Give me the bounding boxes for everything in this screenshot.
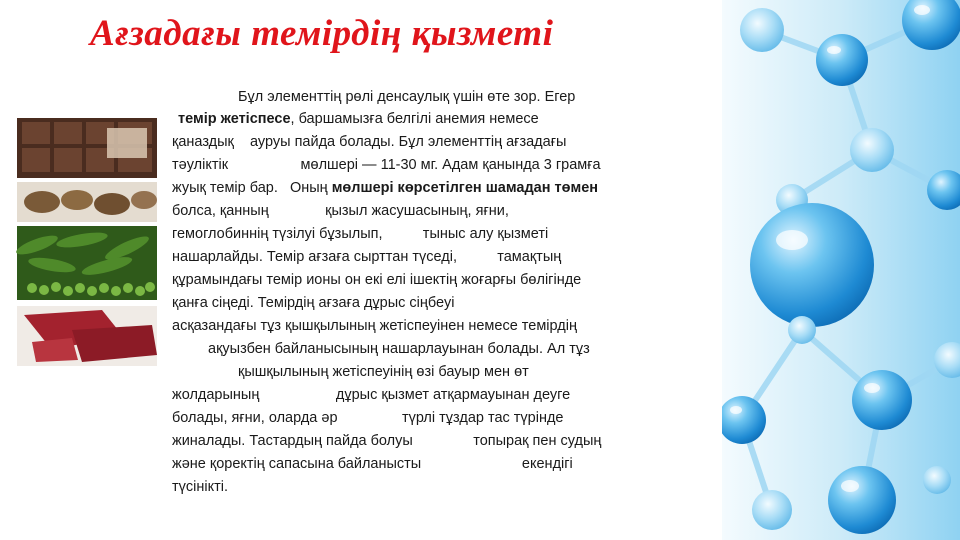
body-line <box>172 133 566 151</box>
body-line <box>172 202 509 220</box>
text-run: болады, яғни, оларда әр түрлі тұздар тас түрінде <box>172 410 564 426</box>
text-run: жолдарының дұрыс қызмет атқармауынан деуге <box>172 387 571 403</box>
body-line <box>172 156 601 174</box>
bold-run: темір жетіспесе <box>178 111 291 127</box>
text-run: Бұл элементтің рөлі денсаулық үшін өте зор. Егер <box>238 89 576 105</box>
body-line <box>172 455 573 473</box>
text-run: болса, қанның қызыл жасушасының, яғни, <box>172 203 509 219</box>
text-run: жиналады. Тастардың пайда болуы топырақ пен судың <box>172 433 602 449</box>
text-run: тәуліктік мөлшері — 11-30 мг. Адам қанында 3 грамға <box>172 157 601 173</box>
text-run: құрамындағы темір ионы он екі елі ішектің жоғарғы бөлігінде <box>172 272 582 288</box>
body-line <box>172 248 561 266</box>
text-run: қаназдық ауруы пайда болады. Бұл элементтің ағзадағы <box>172 134 567 150</box>
body-line <box>178 110 539 128</box>
text-run: , баршамызға белгілі анемия немесе <box>290 111 539 127</box>
text-run: ақуызбен байланысының нашарлауынан болады. Ал тұз <box>208 341 590 357</box>
text-run: қанға сіңеді. Темірдің ағзаға дұрыс сіңбеуі <box>172 295 455 311</box>
body-line <box>172 271 581 289</box>
body-line <box>172 409 564 427</box>
body-line <box>238 363 529 381</box>
body-line <box>238 88 575 106</box>
text-run: қышқылының жетіспеуінің өзі бауыр мен өт <box>238 364 529 380</box>
body-line <box>172 294 454 312</box>
text-run: және қоректің сапасына байланысты екендігі <box>172 456 573 472</box>
text-run: асқазандағы тұз қышқылының жетіспеуінен немесе темірдің <box>172 318 577 334</box>
body-line <box>172 478 228 496</box>
body-line <box>172 432 601 450</box>
body-line <box>172 225 548 243</box>
body-line <box>172 317 577 335</box>
text-run: гемоглобиннің түзілуі бұзылып, тыныс алу қызметі <box>172 226 549 242</box>
text-run: нашарлайды. Темір ағзаға сырттан түседі, тамақтың <box>172 249 562 265</box>
body-line <box>208 340 590 358</box>
text-run: түсінікті. <box>172 479 228 495</box>
body-line <box>172 179 598 197</box>
bold-run: мөлшері көрсетілген шамадан төмен <box>331 180 599 196</box>
body-line <box>172 386 570 404</box>
slide-title: Ағзадағы темірдің қызметі <box>90 13 554 54</box>
text-run: жуық темір бар. Оның <box>172 180 332 196</box>
